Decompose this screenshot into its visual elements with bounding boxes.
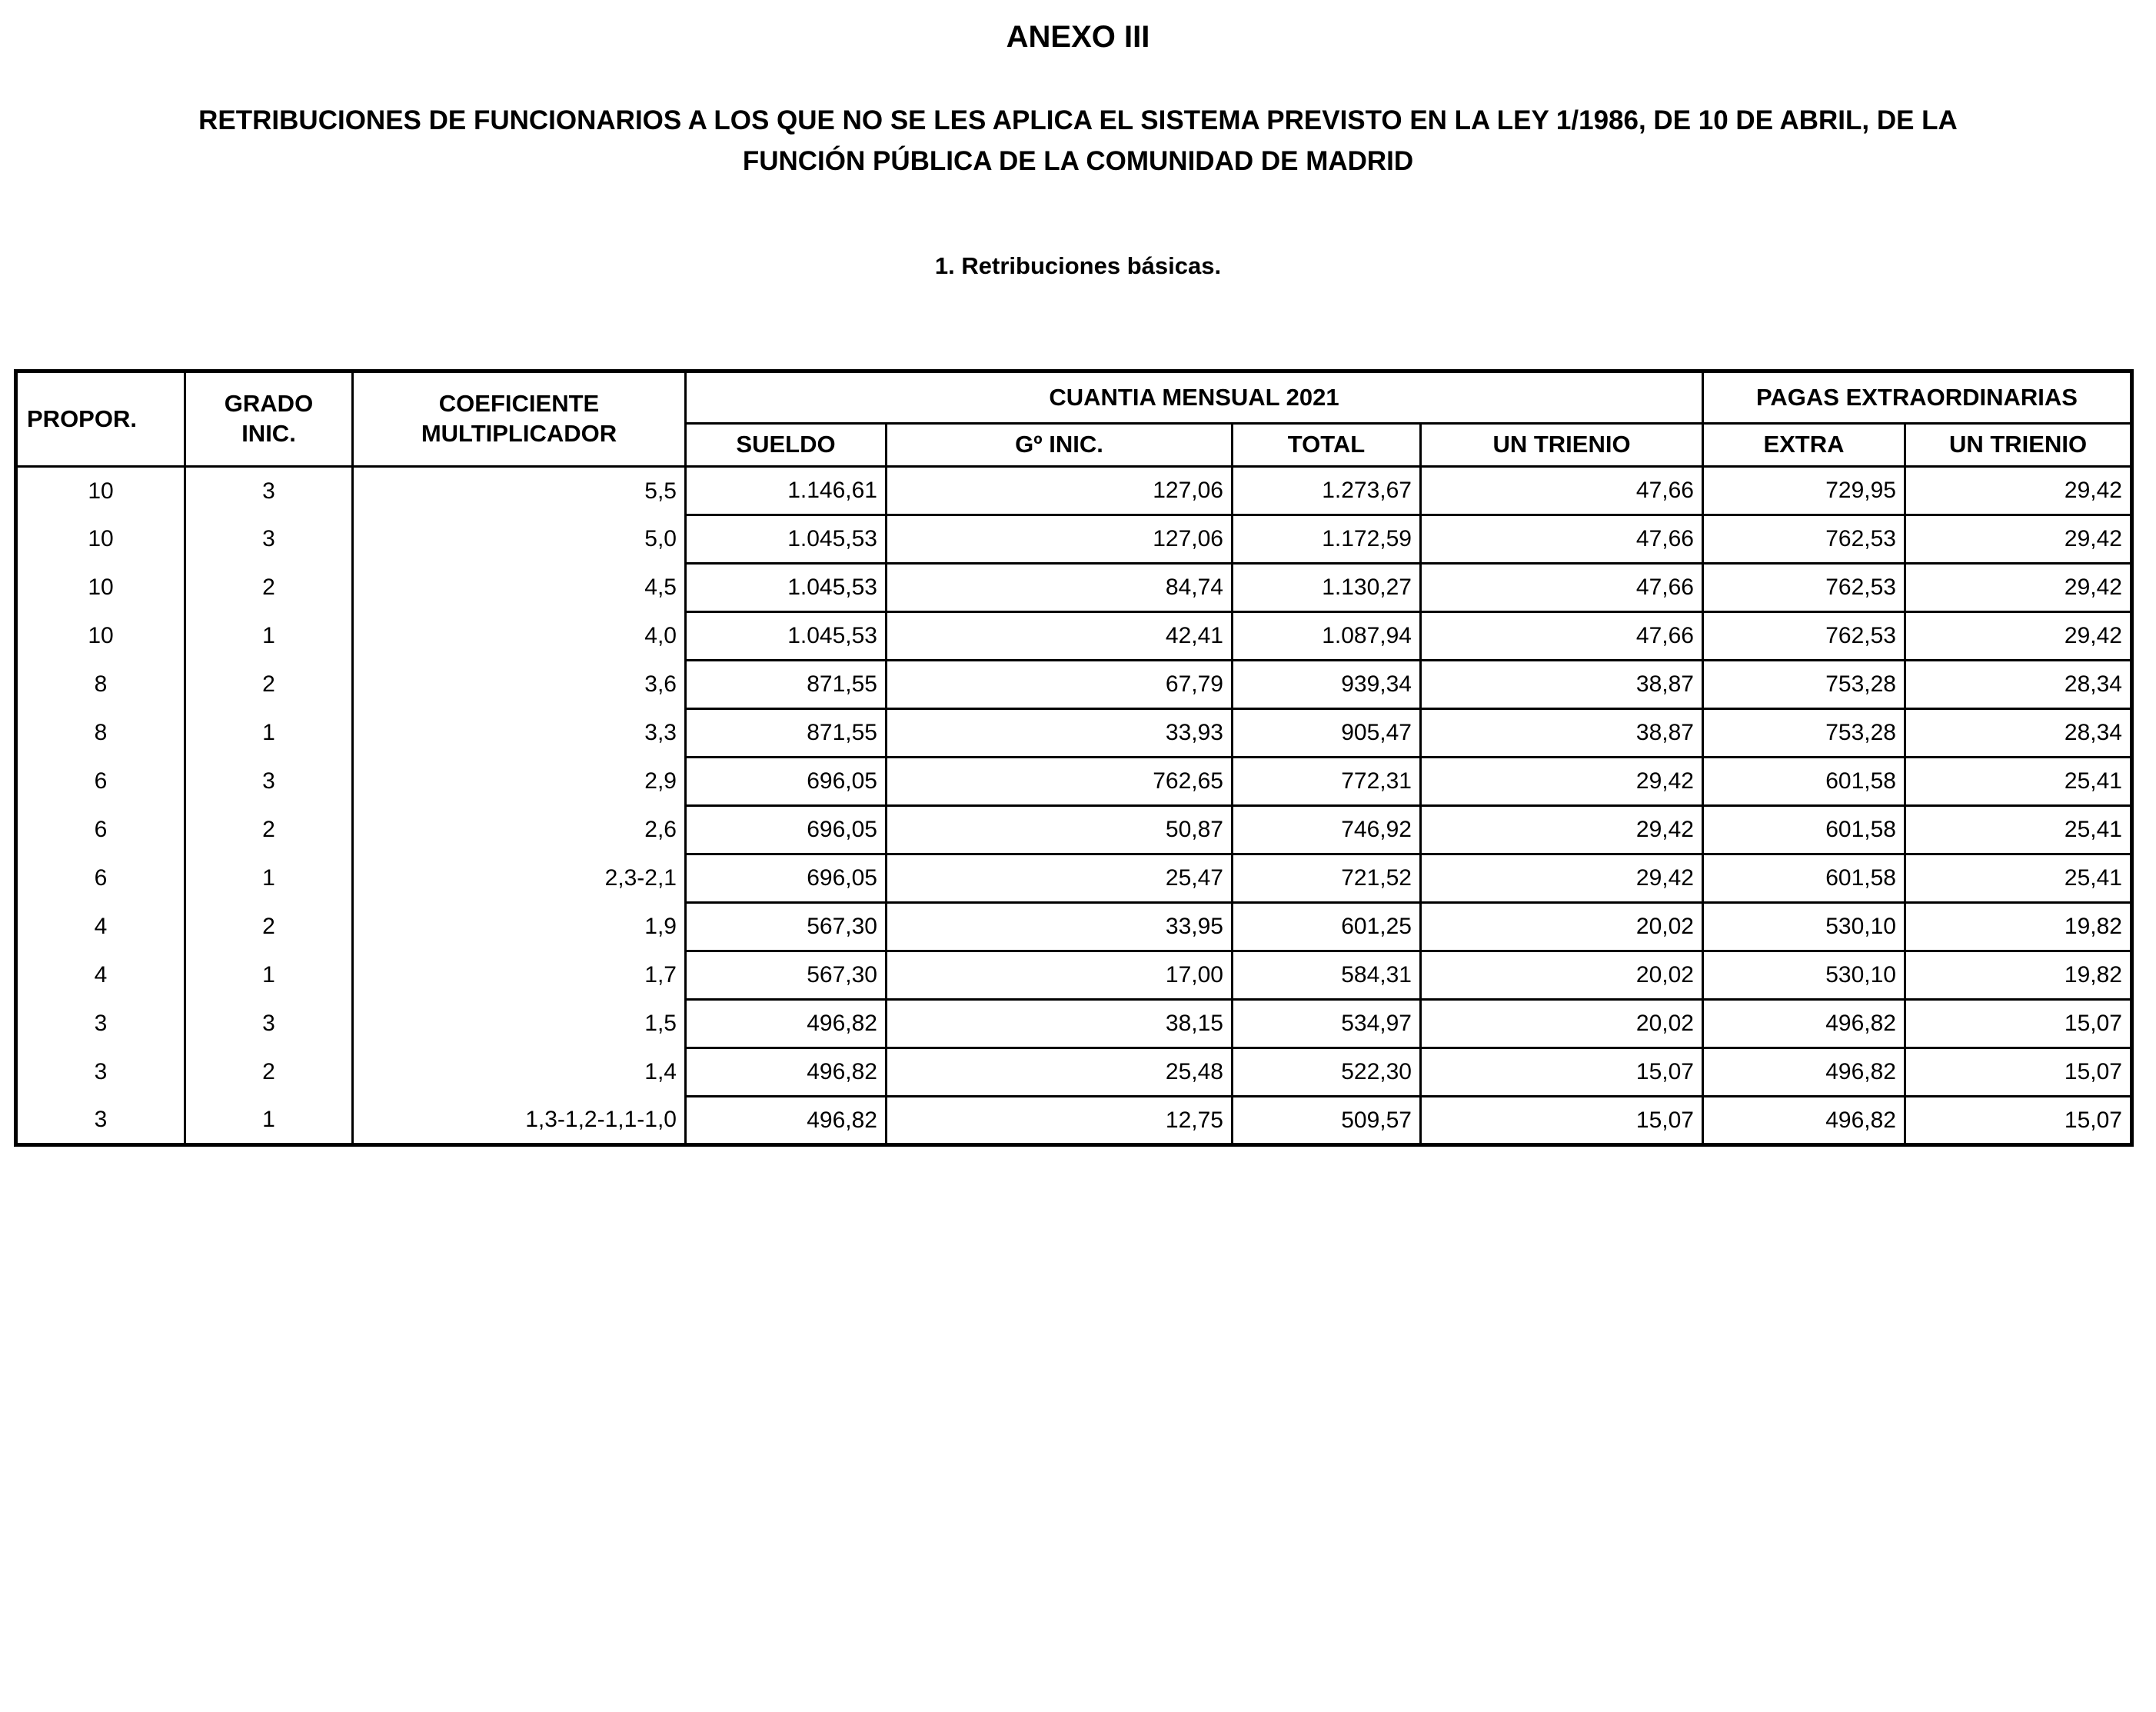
- table-cell: 601,25: [1233, 903, 1421, 951]
- table-cell: 496,82: [686, 1000, 887, 1048]
- table-cell: 10: [16, 612, 185, 661]
- table-cell: 729,95: [1703, 467, 1905, 515]
- table-cell: 762,53: [1703, 515, 1905, 564]
- group-header-pagas-extraordinarias: PAGAS EXTRAORDINARIAS: [1703, 371, 2132, 424]
- table-cell: 29,42: [1421, 806, 1703, 854]
- table-cell: 584,31: [1233, 951, 1421, 1000]
- table-cell: 1: [185, 951, 353, 1000]
- table-cell: 67,79: [887, 661, 1233, 709]
- table-cell: 3: [16, 1000, 185, 1048]
- table-cell: 601,58: [1703, 854, 1905, 903]
- table-cell: 3: [185, 467, 353, 515]
- table-cell: 509,57: [1233, 1097, 1421, 1145]
- group-header-cuantia-mensual: CUANTIA MENSUAL 2021: [686, 371, 1703, 424]
- table-cell: 496,82: [1703, 1000, 1905, 1048]
- table-cell: 1.172,59: [1233, 515, 1421, 564]
- table-cell: 10: [16, 564, 185, 612]
- col-header-total: TOTAL: [1233, 424, 1421, 467]
- table-cell: 753,28: [1703, 709, 1905, 758]
- table-cell: 496,82: [686, 1048, 887, 1097]
- table-cell: 6: [16, 854, 185, 903]
- table-cell: 4: [16, 903, 185, 951]
- table-cell: 3: [185, 758, 353, 806]
- table-cell: 1,7: [353, 951, 686, 1000]
- table-cell: 25,41: [1905, 806, 2132, 854]
- table-cell: 42,41: [887, 612, 1233, 661]
- table-cell: 25,47: [887, 854, 1233, 903]
- table-cell: 721,52: [1233, 854, 1421, 903]
- table-cell: 2,6: [353, 806, 686, 854]
- table-cell: 29,42: [1905, 515, 2132, 564]
- table-cell: 10: [16, 515, 185, 564]
- table-cell: 20,02: [1421, 1000, 1703, 1048]
- table-cell: 601,58: [1703, 806, 1905, 854]
- col-header-un-trienio: UN TRIENIO: [1421, 424, 1703, 467]
- table-cell: 15,07: [1421, 1097, 1703, 1145]
- table-cell: 1: [185, 854, 353, 903]
- table-cell: 1.130,27: [1233, 564, 1421, 612]
- table-cell: 25,48: [887, 1048, 1233, 1097]
- page-title: ANEXO III: [1006, 20, 1150, 54]
- table-cell: 4,0: [353, 612, 686, 661]
- table-cell: 19,82: [1905, 951, 2132, 1000]
- table-cell: 28,34: [1905, 661, 2132, 709]
- table-row: [16, 806, 2132, 854]
- table-cell: 567,30: [686, 951, 887, 1000]
- table-cell: 38,15: [887, 1000, 1233, 1048]
- table-cell: 29,42: [1421, 758, 1703, 806]
- table-cell: 1.087,94: [1233, 612, 1421, 661]
- table-cell: 127,06: [887, 467, 1233, 515]
- table-cell: 127,06: [887, 515, 1233, 564]
- col-header-coef-line1: COEFICIENTE: [438, 390, 600, 418]
- col-header-sueldo: SUELDO: [686, 424, 887, 467]
- table-cell: 47,66: [1421, 515, 1703, 564]
- table-cell: 84,74: [887, 564, 1233, 612]
- table-cell: 12,75: [887, 1097, 1233, 1145]
- table-cell: 2: [185, 903, 353, 951]
- table-row: [16, 903, 2132, 951]
- table-cell: 47,66: [1421, 564, 1703, 612]
- table-cell: 530,10: [1703, 951, 1905, 1000]
- table-cell: 534,97: [1233, 1000, 1421, 1048]
- col-header-extra: EXTRA: [1703, 424, 1905, 467]
- table-cell: 50,87: [887, 806, 1233, 854]
- table-cell: 696,05: [686, 758, 887, 806]
- table-cell: 2: [185, 806, 353, 854]
- table-cell: 753,28: [1703, 661, 1905, 709]
- table-cell: 762,53: [1703, 612, 1905, 661]
- table-header: [16, 371, 2132, 467]
- table-cell: 25,41: [1905, 854, 2132, 903]
- table-cell: 38,87: [1421, 709, 1703, 758]
- table-cell: 33,93: [887, 709, 1233, 758]
- table-cell: 8: [16, 661, 185, 709]
- table-cell: 1.045,53: [686, 612, 887, 661]
- table-row: [16, 1097, 2132, 1145]
- table-cell: 20,02: [1421, 951, 1703, 1000]
- table-cell: 1.045,53: [686, 515, 887, 564]
- table-cell: 3,3: [353, 709, 686, 758]
- table-cell: 5,5: [353, 467, 686, 515]
- table-cell: 530,10: [1703, 903, 1905, 951]
- table-cell: 3: [16, 1097, 185, 1145]
- table-cell: 3: [185, 515, 353, 564]
- table-cell: 47,66: [1421, 612, 1703, 661]
- table-cell: 4: [16, 951, 185, 1000]
- table-cell: 522,30: [1233, 1048, 1421, 1097]
- col-header-un-trienio-extra: UN TRIENIO: [1905, 424, 2132, 467]
- table-cell: 1,3-1,2-1,1-1,0: [353, 1097, 686, 1145]
- table-row: [16, 709, 2132, 758]
- table-cell: 5,0: [353, 515, 686, 564]
- table-row: [16, 1048, 2132, 1097]
- table-cell: 905,47: [1233, 709, 1421, 758]
- table-cell: 3: [16, 1048, 185, 1097]
- table-cell: 601,58: [1703, 758, 1905, 806]
- table-cell: 1,4: [353, 1048, 686, 1097]
- table-cell: 19,82: [1905, 903, 2132, 951]
- table-cell: 15,07: [1421, 1048, 1703, 1097]
- table-cell: 1: [185, 612, 353, 661]
- col-header-grado-inic: [185, 371, 353, 467]
- table-cell: 1,9: [353, 903, 686, 951]
- table-cell: 38,87: [1421, 661, 1703, 709]
- table-cell: 1: [185, 1097, 353, 1145]
- table-cell: 3,6: [353, 661, 686, 709]
- table-cell: 28,34: [1905, 709, 2132, 758]
- table-cell: 762,65: [887, 758, 1233, 806]
- table-cell: 2: [185, 1048, 353, 1097]
- table-cell: 496,82: [1703, 1097, 1905, 1145]
- table-cell: 2,9: [353, 758, 686, 806]
- table-cell: 4,5: [353, 564, 686, 612]
- table-row: [16, 758, 2132, 806]
- table-row: [16, 467, 2132, 515]
- table-row: [16, 612, 2132, 661]
- table-cell: 29,42: [1905, 612, 2132, 661]
- table-cell: 1: [185, 709, 353, 758]
- section-heading: 1. Retribuciones básicas.: [934, 252, 1222, 279]
- document-subtitle: [31, 101, 2125, 182]
- table-cell: 772,31: [1233, 758, 1421, 806]
- table-row: [16, 564, 2132, 612]
- col-header-grado-line2: INIC.: [241, 420, 296, 447]
- table-cell: 871,55: [686, 709, 887, 758]
- document-page: [0, 20, 2156, 1147]
- document-subtitle-line2: FUNCIÓN PÚBLICA DE LA COMUNIDAD DE MADRID: [742, 145, 1414, 176]
- table-cell: 17,00: [887, 951, 1233, 1000]
- table-cell: 33,95: [887, 903, 1233, 951]
- table-cell: 47,66: [1421, 467, 1703, 515]
- table-cell: 1,5: [353, 1000, 686, 1048]
- table-cell: 8: [16, 709, 185, 758]
- table-cell: 1.045,53: [686, 564, 887, 612]
- table-cell: 15,07: [1905, 1097, 2132, 1145]
- table-cell: 2: [185, 564, 353, 612]
- table-row: [16, 951, 2132, 1000]
- table-cell: 29,42: [1905, 564, 2132, 612]
- document-subtitle-line1: RETRIBUCIONES DE FUNCIONARIOS A LOS QUE NO SE LES APLICA EL SISTEMA PREVISTO EN LA LEY 1/1986, DE 10 DE ABRIL, DE LA: [198, 105, 1958, 135]
- table-cell: 15,07: [1905, 1048, 2132, 1097]
- table-cell: 6: [16, 806, 185, 854]
- table-cell: 2: [185, 661, 353, 709]
- table-cell: 25,41: [1905, 758, 2132, 806]
- table-cell: 3: [185, 1000, 353, 1048]
- retributions-table: [14, 369, 2134, 1147]
- table-cell: 939,34: [1233, 661, 1421, 709]
- table-cell: 496,82: [1703, 1048, 1905, 1097]
- table-cell: 746,92: [1233, 806, 1421, 854]
- table-row: [16, 515, 2132, 564]
- table-cell: 871,55: [686, 661, 887, 709]
- table-cell: 1.146,61: [686, 467, 887, 515]
- col-header-coeficiente: [353, 371, 686, 467]
- table-cell: 567,30: [686, 903, 887, 951]
- table-cell: 2,3-2,1: [353, 854, 686, 903]
- table-row: [16, 854, 2132, 903]
- table-cell: 496,82: [686, 1097, 887, 1145]
- table-row: [16, 1000, 2132, 1048]
- table-cell: 20,02: [1421, 903, 1703, 951]
- table-cell: 15,07: [1905, 1000, 2132, 1048]
- header-row-groups: [16, 371, 2132, 424]
- col-header-g-inic: Gº INIC.: [887, 424, 1233, 467]
- table-cell: 10: [16, 467, 185, 515]
- table-cell: 29,42: [1905, 467, 2132, 515]
- table-cell: 6: [16, 758, 185, 806]
- table-cell: 762,53: [1703, 564, 1905, 612]
- table-row: [16, 661, 2132, 709]
- table-cell: 696,05: [686, 806, 887, 854]
- col-header-coef-line2: MULTIPLICADOR: [421, 420, 617, 447]
- table-cell: 696,05: [686, 854, 887, 903]
- table-cell: 1.273,67: [1233, 467, 1421, 515]
- col-header-grado-line1: GRADO: [224, 390, 314, 418]
- table-cell: 29,42: [1421, 854, 1703, 903]
- table-body: [16, 467, 2132, 1145]
- col-header-propor: PROPOR.: [16, 371, 185, 467]
